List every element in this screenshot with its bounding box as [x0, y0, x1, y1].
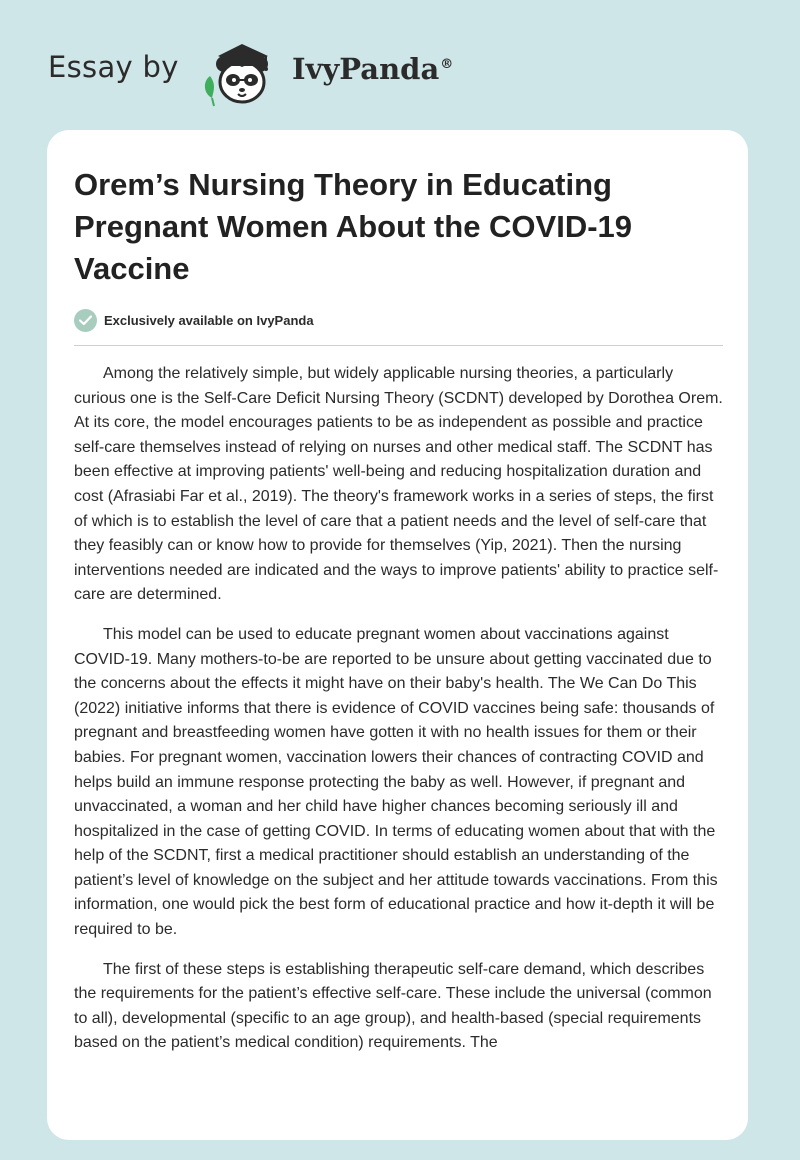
divider — [74, 345, 723, 346]
exclusive-badge-label: Exclusively available on IvyPanda — [104, 312, 314, 328]
essay-by-label: Essay by — [48, 50, 179, 84]
paragraph: Among the relatively simple, but widely applicable nursing theories, a particularly curious one is the Self-Care Deficit Nursing Theory (SCDNT) developed by Dorothea Orem. At its core, the model encourages patients to be as independent as possible and practice self-care themselves instead of relying on nurses and other medical staff. The SCDNT has been effective at improving patients' well-being and reducing hospitalization duration and cost (Afrasiabi Far et al., 2019). The theory's framework works in a series of steps, the first of which is to establish the level of care that a patient needs and the level of self-care that they feasibly can or know how to provide for themselves (Yip, 2021). Then the nursing interventions needed are indicated and the ways to improve patients' ability to practice self-care are determined. — [74, 365, 723, 604]
check-circle-icon — [74, 309, 97, 332]
essay-card — [47, 130, 748, 1140]
paragraph: This model can be used to educate pregnant women about vaccinations against COVID-19. Many mothers-to-be are reported to be unsure about getting vaccinated due to the concerns about the effects it might have on their baby's health. The We Can Do This (2022) initiative informs that there is evidence of COVID vaccines being safe: thousands of pregnant and breastfeeding women have gotten it with no health issues for them or their babies. For pregnant women, vaccination lowers their chances of contracting COVID and helps build an immune response protecting the baby as well. However, if pregnant and unvaccinated, a woman and her child have higher chances becoming seriously ill and hospitalized in the case of getting COVID. In terms of educating women about that with the help of the SCDNT, first a medical practitioner should establish an understanding of the patient’s level of knowledge on the subject and her attitude towards vaccinations. From this information, one would pick the best form of educational practice and how it-depth it will be required to be. — [74, 625, 718, 939]
brand-name[interactable] — [292, 52, 453, 86]
essay-title: Orem’s Nursing Theory in Educating Pregnant Women About the COVID-19 Vaccine — [74, 167, 633, 286]
site-header — [0, 0, 800, 130]
registered-mark: ® — [440, 57, 454, 73]
essay-body — [74, 362, 729, 1071]
paragraph: The first of these steps is establishing therapeutic self-care demand, which describes the requirements for the patient’s effective self-care. These include the universal (common to all), developmental (specific to an age group), and health-based (special requirements based on the patient’s medical condition) requirements. The — [74, 960, 712, 1052]
panda-logo-icon[interactable] — [200, 36, 284, 108]
brand-text: IvyPanda — [292, 52, 440, 86]
exclusive-badge — [74, 308, 314, 332]
